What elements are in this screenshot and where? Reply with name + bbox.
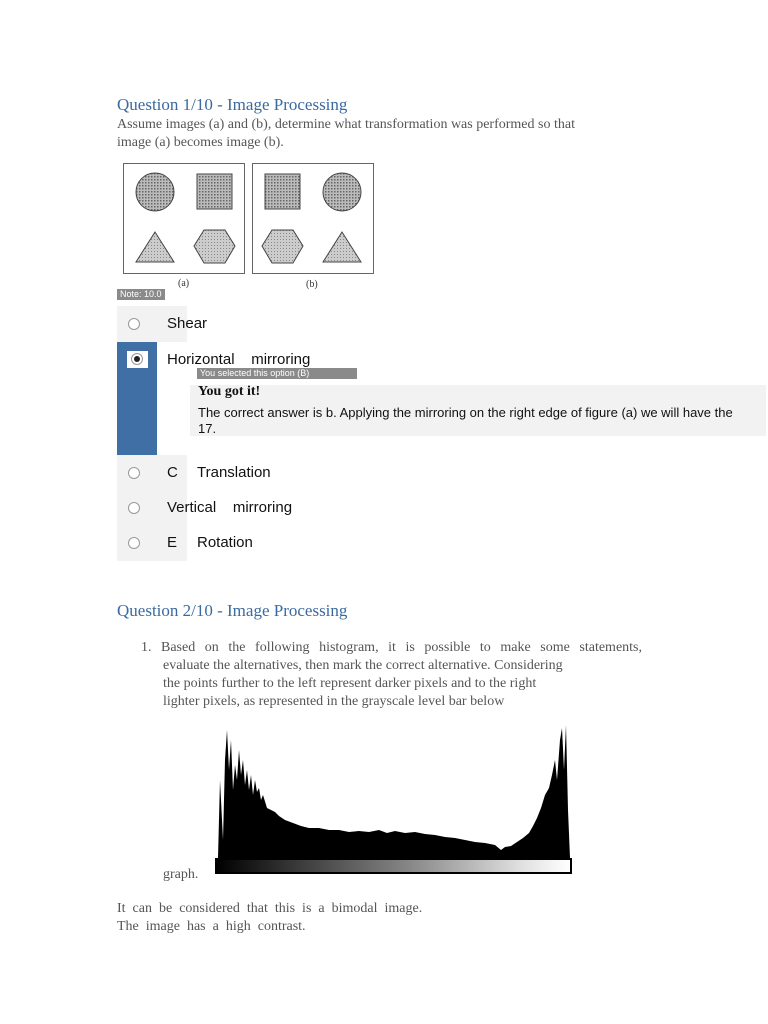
option-d-radio[interactable]: [128, 502, 140, 514]
figure-a-shapes: [124, 164, 244, 273]
question-2-line4: lighter pixels, as represented in the grayscale level bar below: [163, 694, 505, 709]
question-1-title: Question 1/10 - Image Processing: [117, 95, 348, 114]
caption-a: (a): [178, 278, 190, 289]
question-2-title: Question 2/10 - Image Processing: [117, 601, 348, 620]
option-d-label[interactable]: Vertical mirroring: [167, 499, 293, 516]
question-2-line1: Based on the following histogram, it is possible to make some statements,: [161, 640, 642, 655]
graph-label: graph.: [163, 867, 199, 882]
grayscale-level-bar: [215, 858, 572, 874]
histogram-plot: [215, 720, 573, 860]
question-1-text-line1: Assume images (a) and (b), determine what transformation was performed so that: [117, 117, 575, 132]
feedback-text-line2: 17.: [198, 421, 217, 436]
triangle-shape: [323, 232, 361, 262]
option-c-radio[interactable]: [128, 467, 140, 479]
question-1-text-line2: image (a) becomes image (b).: [117, 135, 284, 150]
figure-a: [123, 163, 245, 274]
selected-option-note: You selected this option (B): [197, 368, 357, 379]
caption-b: (b): [306, 279, 318, 290]
question-2-line3: the points further to the left represent darker pixels and to the right: [163, 676, 537, 691]
hexagon-shape: [194, 230, 235, 263]
feedback-title: You got it!: [198, 384, 261, 399]
figure-b: [252, 163, 374, 274]
figure-b-shapes: [253, 164, 373, 273]
question-2-line2: evaluate the alternatives, then mark the correct alternative. Considering: [163, 658, 563, 673]
grade-badge: Note: 10.0: [117, 289, 165, 300]
square-shape: [265, 174, 300, 209]
hexagon-shape: [262, 230, 303, 263]
histogram-shape: [218, 725, 570, 858]
circle-shape: [136, 173, 174, 211]
square-shape: [197, 174, 232, 209]
option-e-radio[interactable]: [128, 537, 140, 549]
option-b-radio[interactable]: [131, 353, 143, 365]
option-c-label[interactable]: Translation: [197, 464, 271, 481]
question-2-item-number: 1.: [141, 640, 152, 655]
feedback-text-line1: The correct answer is b. Applying the mirroring on the right edge of figure (a) we will have the: [198, 405, 733, 420]
statement-1: It can be considered that this is a bimodal image.: [117, 901, 423, 916]
option-b-label[interactable]: Horizontal mirroring: [167, 351, 311, 368]
triangle-shape: [136, 232, 174, 262]
option-a-label[interactable]: Shear: [167, 315, 208, 332]
option-a-radio[interactable]: [128, 318, 140, 330]
option-c-letter: C: [167, 464, 178, 481]
circle-shape: [323, 173, 361, 211]
option-e-label[interactable]: Rotation: [197, 534, 253, 551]
option-e-letter: E: [167, 534, 178, 551]
statement-2: The image has a high contrast.: [117, 919, 306, 934]
